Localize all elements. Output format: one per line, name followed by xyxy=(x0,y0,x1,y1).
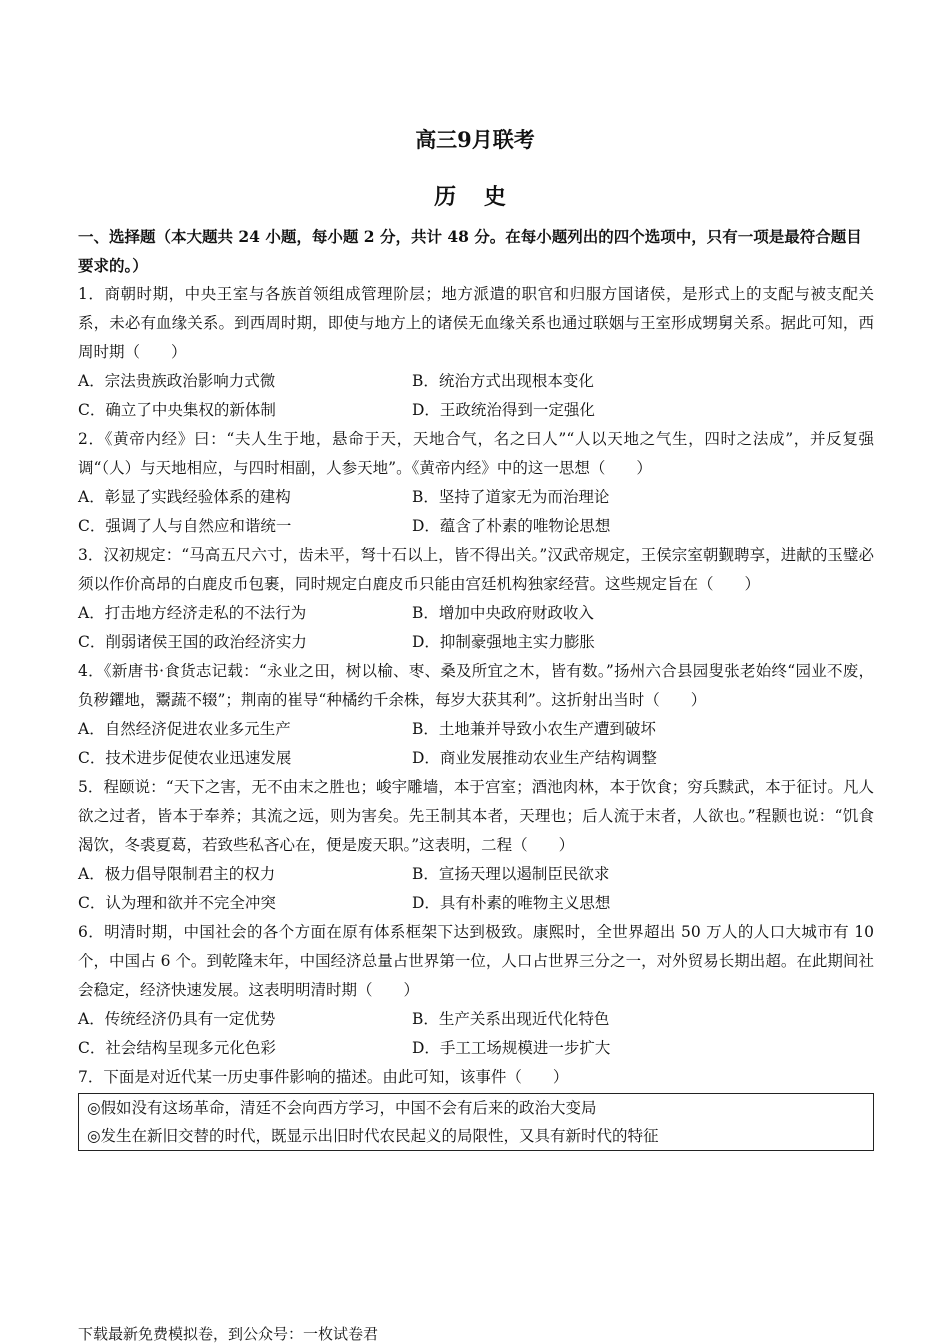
option-d: D．具有朴素的唯物主义思想 xyxy=(412,894,611,912)
quote-box xyxy=(78,1093,874,1151)
question-options xyxy=(78,715,874,773)
section-heading: 一、选择题（本大题共 24 小题，每小题 2 分，共计 48 分。在每小题列出的四个选项中，只有一项是最符合题目要求的。） xyxy=(78,227,862,275)
exam-content xyxy=(78,222,874,1151)
question-options xyxy=(78,599,874,657)
option-b: B．增加中央政府财政收入 xyxy=(412,604,594,622)
question-options xyxy=(78,367,874,425)
question-stem: 4．《新唐书·食货志记载：“永业之田，树以榆、枣、桑及所宜之木，皆有数。”扬州六合县园叟张老始终“园业不废，负秽鑺地，鬻蔬不辍”；荆南的崔导“种橘约千余株，每岁大获其利”。这折射出当时（ ） xyxy=(78,662,874,709)
question-options xyxy=(78,1005,874,1063)
option-c: C．社会结构呈现多元化色彩 xyxy=(78,1039,276,1057)
option-d: D．商业发展推动农业生产结构调整 xyxy=(412,749,657,767)
question-options xyxy=(78,860,874,918)
quote-line: ◎假如没有这场革命，清廷不会向西方学习，中国不会有后来的政治大变局 xyxy=(87,1099,597,1117)
option-b: B．统治方式出现根本变化 xyxy=(412,372,594,390)
option-b: B．生产关系出现近代化特色 xyxy=(412,1010,610,1028)
question-5 xyxy=(78,773,874,918)
question-3 xyxy=(78,541,874,657)
question-4 xyxy=(78,657,874,773)
option-c: C．认为理和欲并不完全冲突 xyxy=(78,894,276,912)
option-b: B．坚持了道家无为而治理论 xyxy=(412,488,610,506)
question-stem: 6．明清时期，中国社会的各个方面在原有体系框架下达到极致。康熙时，全世界超出 50 万人的人口大城市有 10 个，中国占 6 个。到乾隆末年，中国经济总量占世界第一位，人口占世界三分之一，对外贸易长期出超。在此期间社会稳定，经济快速发展。这表明明清时期（ ） xyxy=(78,923,874,999)
option-d: D．王政统治得到一定强化 xyxy=(412,401,595,419)
option-d: D．蕴含了朴素的唯物论思想 xyxy=(412,517,611,535)
footer-note: 下载最新免费模拟卷，到公众号：一枚试卷君 xyxy=(78,1325,379,1343)
option-b: B．宣扬天理以遏制臣民欲求 xyxy=(412,865,610,883)
question-6 xyxy=(78,918,874,1063)
question-stem: 2．《黄帝内经》曰：“夫人生于地，悬命于天，天地合气，名之曰人”“人以天地之气生，四时之法成”，并反复强调“（人）与天地相应，与四时相副，人参天地”。《黄帝内经》中的这一思想（ ） xyxy=(78,430,874,477)
option-a: A．宗法贵族政治影响力式微 xyxy=(78,372,276,390)
subject-title: 历 史 xyxy=(434,184,516,210)
option-a: A．极力倡导限制君主的权力 xyxy=(78,865,276,883)
option-a: A．传统经济仍具有一定优势 xyxy=(78,1010,276,1028)
question-stem: 3．汉初规定：“马高五尺六寸，齿未平，弩十石以上，皆不得出关。”汉武帝规定，王侯宗室朝觐聘享，进献的玉璧必须以作价高昂的白鹿皮币包裹，同时规定白鹿皮币只能由宫廷机构独家经营。这些规定旨在（ ） xyxy=(78,546,874,593)
option-d: D．抑制豪强地主实力膨胀 xyxy=(412,633,595,651)
option-b: B．土地兼并导致小农生产遭到破坏 xyxy=(412,720,656,738)
option-c: C．技术进步促使农业迅速发展 xyxy=(78,749,292,767)
option-a: A．彰显了实践经验体系的建构 xyxy=(78,488,291,506)
option-a: A．自然经济促进农业多元生产 xyxy=(78,720,291,738)
quote-line: ◎发生在新旧交替的时代，既显示出旧时代农民起义的局限性，又具有新时代的特征 xyxy=(87,1127,659,1145)
question-stem: 5．程颐说：“天下之害，无不由末之胜也；峻宇雕墙，本于宫室；酒池肉林，本于饮食；穷兵黩武，本于征讨。凡人欲之过者，皆本于奉养；其流之远，则为害矣。先王制其本者，天理也；后人流于末者，人欲也。”程颢也说：“饥食渴饮，冬裘夏葛，若致些私吝心在，便是废天职。”这表明，二程（ ） xyxy=(78,778,874,854)
exam-title: 高三9月联考 xyxy=(415,127,535,152)
option-a: A．打击地方经济走私的不法行为 xyxy=(78,604,307,622)
question-1 xyxy=(78,280,874,425)
question-stem: 1．商朝时期，中央王室与各族首领组成管理阶层；地方派遣的职官和归服方国诸侯，是形式上的支配与被支配关系，未必有血缘关系。到西周时期，即使与地方上的诸侯无血缘关系也通过联姻与王室形成甥舅关系。据此可知，西周时期（ ） xyxy=(78,285,874,361)
question-stem: 7．下面是对近代某一历史事件影响的描述。由此可知，该事件（ ） xyxy=(78,1068,569,1086)
option-d: D．手工工场规模进一步扩大 xyxy=(412,1039,611,1057)
option-c: C．确立了中央集权的新体制 xyxy=(78,401,276,419)
option-c: C．削弱诸侯王国的政治经济实力 xyxy=(78,633,307,651)
question-7 xyxy=(78,1063,874,1151)
question-2 xyxy=(78,425,874,541)
option-c: C．强调了人与自然应和谐统一 xyxy=(78,517,292,535)
question-options xyxy=(78,483,874,541)
